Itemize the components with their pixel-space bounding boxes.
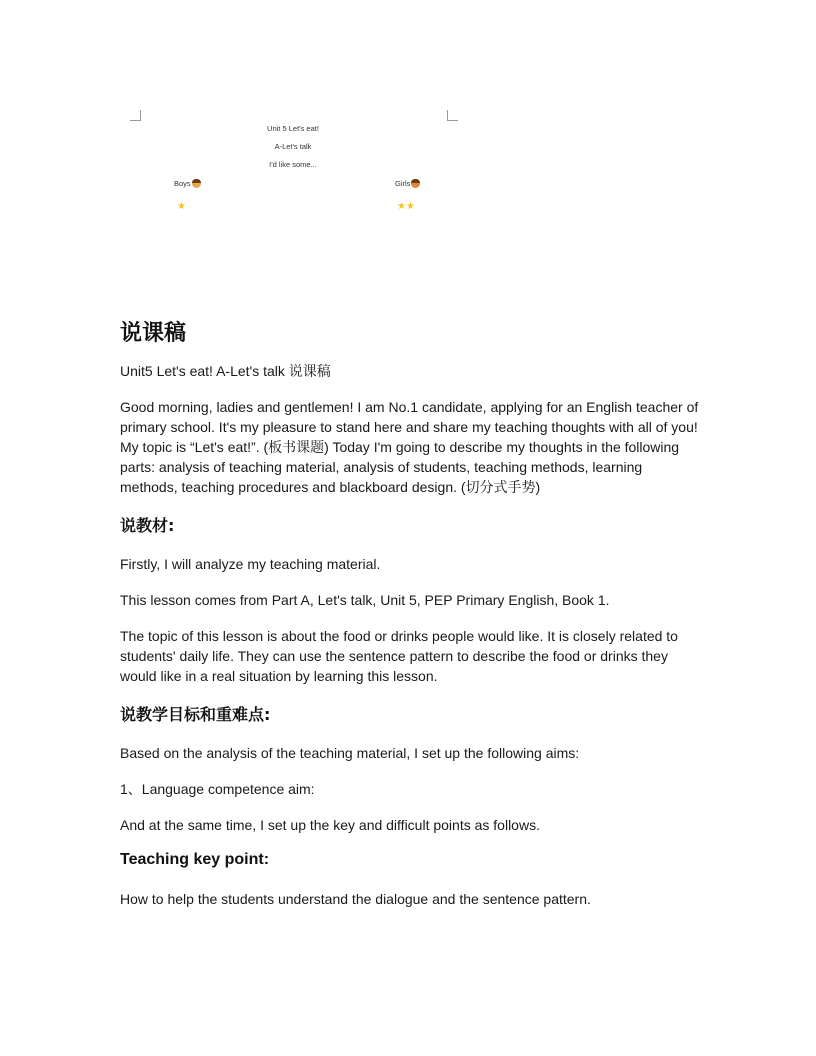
blackboard-design — [0, 0, 816, 240]
board-title: Unit 5 Let's eat! — [267, 124, 319, 133]
material-paragraph-3: The topic of this lesson is about the food or drinks people would like. It is closely related to students' daily life. They can use the sentence pattern to describe the food or drinks they would like in a real situation by learning this lesson. — [120, 628, 678, 684]
document-title: 说课稿 — [120, 321, 187, 346]
section-heading-material: 说教材: — [120, 516, 175, 535]
lecture-document — [120, 300, 700, 925]
crop-mark-top-right — [447, 110, 458, 121]
material-paragraph-2: This lesson comes from Part A, Let's talk, Unit 5, PEP Primary English, Book 1. — [120, 592, 610, 608]
section-heading-key-point: Teaching key point: — [120, 851, 270, 868]
aims-paragraph-3: And at the same time, I set up the key and difficult points as follows. — [120, 817, 540, 833]
girls-label: Girls — [395, 179, 411, 188]
intro-paragraph: Good morning, ladies and gentlemen! I am No.1 candidate, applying for an English teacher of primary school. It's my pleasure to stand here and share my teaching thoughts with all of you! My topic is “Let's eat!”. (板书课题) Today I'm going to describe my thoughts in the following parts: analysis of teaching material, analysis of students, teaching methods, learning methods, teaching procedures and blackboard design. (切分式手势) — [120, 399, 699, 495]
board-section: A-Let's talk — [274, 142, 312, 151]
aims-paragraph-1: Based on the analysis of the teaching material, I set up the following aims: — [120, 745, 580, 761]
aims-paragraph-2: 1、Language competence aim: — [120, 781, 315, 797]
section-heading-aims: 说教学目标和重难点: — [120, 705, 271, 724]
boys-star-icons: ★ — [177, 201, 186, 212]
crop-mark-top-left — [130, 110, 141, 121]
boy-face-icon — [192, 179, 201, 188]
girls-star-icons: ★★ — [397, 201, 415, 212]
board-pattern: I'd like some... — [269, 160, 317, 169]
boys-team — [174, 179, 201, 188]
material-paragraph-1: Firstly, I will analyze my teaching material. — [120, 556, 381, 572]
boys-label: Boys — [174, 179, 191, 188]
girls-team — [395, 179, 420, 188]
girl-face-icon — [411, 179, 420, 188]
key-point-paragraph: How to help the students understand the dialogue and the sentence pattern. — [120, 891, 591, 907]
document-subtitle: Unit5 Let's eat! A-Let's talk 说课稿 — [120, 363, 331, 379]
